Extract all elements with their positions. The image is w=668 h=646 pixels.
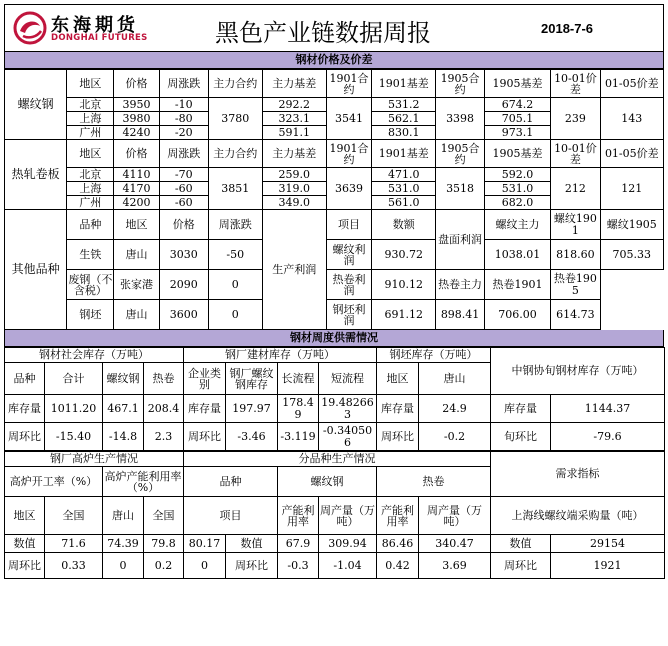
row-label: 库存量	[184, 395, 226, 423]
basis-cell: 531.2	[372, 98, 436, 112]
price-cell: 3030	[159, 240, 208, 270]
header-cell: 1901合约	[326, 70, 371, 98]
row-label: 周环比	[184, 423, 226, 451]
value-cell: 86.46	[377, 535, 419, 553]
furnace-util-label: 高炉产能利用率（%）	[103, 467, 184, 497]
value-cell: 1011.20	[45, 395, 103, 423]
basis-cell: 292.2	[262, 98, 326, 112]
basis-cell: 705.1	[484, 112, 551, 126]
header-cell: 主力合约	[208, 140, 262, 168]
section-title-supply-demand: 钢材周度供需情况	[4, 330, 664, 347]
header-cell: 热卷1901	[484, 270, 551, 300]
header-cell: 地区	[5, 497, 45, 535]
row-label: 周环比	[491, 553, 551, 579]
value-cell: 79.8	[144, 535, 184, 553]
header-cell: 螺纹主力	[484, 210, 551, 240]
value-cell: -0.340506	[319, 423, 377, 451]
spread-cell: 212	[551, 168, 600, 210]
header-cell: 地区	[67, 70, 114, 98]
hrc-label: 热轧卷板	[5, 140, 67, 210]
value-cell: 71.6	[45, 535, 103, 553]
product-cell: 钢坯	[67, 300, 114, 330]
contract-1905-cell: 3518	[436, 168, 484, 210]
region-cell: 上海	[67, 112, 114, 126]
value-cell: -79.6	[551, 423, 665, 451]
header-cell: 主力基差	[262, 70, 326, 98]
value-cell: -15.40	[45, 423, 103, 451]
hrc-header-row	[5, 140, 664, 168]
header-cell: 1901基差	[372, 140, 436, 168]
row-label: 周环比	[5, 423, 45, 451]
table-row	[5, 395, 665, 423]
profit-value-cell: 691.12	[372, 300, 436, 330]
value-cell: 0.2	[144, 553, 184, 579]
header-cell: 01-05价差	[600, 140, 663, 168]
value-cell: 197.97	[226, 395, 278, 423]
row-label: 周环比	[377, 423, 419, 451]
value-cell: 208.4	[144, 395, 184, 423]
billet-stock-title: 钢坯库存（万吨）	[377, 348, 491, 363]
value-cell: 0.33	[45, 553, 103, 579]
header-cell: 唐山	[419, 363, 491, 395]
change-cell: -10	[159, 98, 208, 112]
value-cell: 2.3	[144, 423, 184, 451]
production-profit-label: 生产利润	[262, 210, 326, 330]
product-cell: 废钢（不含税）	[67, 270, 114, 300]
price-cell: 4200	[114, 196, 159, 210]
row-label: 库存量	[377, 395, 419, 423]
rebar-header-row	[5, 70, 664, 98]
header-cell: 1905合约	[436, 70, 484, 98]
table-row	[5, 270, 664, 300]
header-cell: 热卷主力	[436, 270, 484, 300]
value-cell: 340.47	[419, 535, 491, 553]
table-row	[5, 452, 665, 467]
main-contract-cell: 3780	[208, 98, 262, 140]
profit-value-cell: 706.00	[484, 300, 551, 330]
basis-cell: 259.0	[262, 168, 326, 182]
furnace-rate-label: 高炉开工率（%）	[5, 467, 103, 497]
header-cell: 项目	[326, 210, 371, 240]
region-cell: 广州	[67, 126, 114, 140]
value-cell: -0.2	[419, 423, 491, 451]
header-cell: 周产量（万吨）	[419, 497, 491, 535]
value-cell: 67.9	[278, 535, 319, 553]
value-cell: 1144.37	[551, 395, 665, 423]
furnace-title: 钢厂高炉生产情况	[5, 452, 184, 467]
header-cell: 螺纹1901	[551, 210, 600, 240]
basis-cell: 562.1	[372, 112, 436, 126]
profit-value-cell: 705.33	[600, 240, 663, 270]
demand-title: 需求指标	[491, 452, 665, 497]
price-cell: 4240	[114, 126, 159, 140]
value-cell: 19.482663	[319, 395, 377, 423]
header-cell: 1905基差	[484, 70, 551, 98]
basis-cell: 830.1	[372, 126, 436, 140]
value-cell: 467.1	[103, 395, 144, 423]
change-cell: -60	[159, 196, 208, 210]
header-cell: 热卷1905	[551, 270, 600, 300]
header-cell: 周涨跌	[159, 140, 208, 168]
header-cell: 价格	[159, 210, 208, 240]
row-label: 旬环比	[491, 423, 551, 451]
table-row	[5, 423, 665, 451]
header-cell: 长流程	[278, 363, 319, 395]
table-row	[5, 168, 664, 182]
mill-stock-title: 钢厂建材库存（万吨）	[184, 348, 377, 363]
change-cell: -60	[159, 182, 208, 196]
value-cell: 74.39	[103, 535, 144, 553]
spot-profit-label: 盘面利润	[436, 210, 484, 270]
header-cell: 1901合约	[326, 140, 371, 168]
header-cell: 热卷	[144, 363, 184, 395]
region-cell: 唐山	[114, 240, 159, 270]
header-cell: 上海线螺纹端采购量（吨）	[491, 497, 665, 535]
basis-cell: 592.0	[484, 168, 551, 182]
change-cell: -20	[159, 126, 208, 140]
basis-cell: 531.0	[484, 182, 551, 196]
value-cell: 178.49	[278, 395, 319, 423]
header-cell: 地区	[67, 140, 114, 168]
report-header	[4, 4, 664, 52]
value-cell: -1.04	[319, 553, 377, 579]
row-label: 库存量	[491, 395, 551, 423]
profit-value-cell: 930.72	[372, 240, 436, 270]
price-cell: 3600	[159, 300, 208, 330]
header-cell: 1905基差	[484, 140, 551, 168]
header-cell: 1905合约	[436, 140, 484, 168]
contract-1905-cell: 3398	[436, 98, 484, 140]
price-cell: 4170	[114, 182, 159, 196]
profit-value-cell: 898.41	[436, 300, 484, 330]
social-stock-title: 钢材社会库存（万吨）	[5, 348, 184, 363]
rebar-label: 螺纹钢	[5, 70, 67, 140]
header-cell: 01-05价差	[600, 70, 663, 98]
change-cell: 0	[208, 300, 262, 330]
value-cell: -3.119	[278, 423, 319, 451]
value-cell: 309.94	[319, 535, 377, 553]
basis-cell: 319.0	[262, 182, 326, 196]
header-cell: 全国	[144, 497, 184, 535]
table-row	[5, 98, 664, 112]
value-cell: -0.3	[278, 553, 319, 579]
basis-cell: 471.0	[372, 168, 436, 182]
other-header-row	[5, 210, 664, 240]
header-cell: 10-01价差	[551, 140, 600, 168]
contract-1901-cell: 3541	[326, 98, 371, 140]
region-cell: 北京	[67, 98, 114, 112]
region-cell: 上海	[67, 182, 114, 196]
basis-cell: 682.0	[484, 196, 551, 210]
logo-english-name: DONGHAI FUTURES	[51, 33, 148, 43]
header-cell: 数额	[372, 210, 436, 240]
header-cell: 周产量（万吨）	[319, 497, 377, 535]
basis-cell: 531.0	[372, 182, 436, 196]
basis-cell: 973.1	[484, 126, 551, 140]
header-cell: 全国	[45, 497, 103, 535]
price-cell: 2090	[159, 270, 208, 300]
price-cell: 3950	[114, 98, 159, 112]
contract-1901-cell: 3639	[326, 168, 371, 210]
value-cell: 0.42	[377, 553, 419, 579]
basis-cell: 591.1	[262, 126, 326, 140]
report-date: 2018-7-6	[541, 21, 594, 36]
header-cell: 地区	[377, 363, 419, 395]
change-cell: -50	[208, 240, 262, 270]
region-cell: 北京	[67, 168, 114, 182]
value-cell: -3.46	[226, 423, 278, 451]
dragon-logo-icon	[13, 11, 47, 45]
header-cell: 周涨跌	[159, 70, 208, 98]
profit-value-cell: 818.60	[551, 240, 600, 270]
region-cell: 张家港	[114, 270, 159, 300]
value-cell: 29154	[551, 535, 665, 553]
price-cell: 3980	[114, 112, 159, 126]
table-row	[5, 300, 664, 330]
profit-item-cell: 螺纹利润	[326, 240, 371, 270]
header-cell: 唐山	[103, 497, 144, 535]
header-cell: 产能利用率	[377, 497, 419, 535]
header-cell: 热卷	[377, 467, 491, 497]
spread-cell: 143	[600, 98, 663, 140]
header-cell: 主力基差	[262, 140, 326, 168]
value-cell: 24.9	[419, 395, 491, 423]
value-cell: 0	[184, 553, 226, 579]
supply-demand-table-bottom	[4, 451, 665, 579]
change-cell: -70	[159, 168, 208, 182]
profit-value-cell: 614.73	[551, 300, 600, 330]
value-cell: 1921	[551, 553, 665, 579]
report-title: 黑色产业链数据周报	[215, 19, 431, 47]
header-cell: 品种	[67, 210, 114, 240]
header-cell: 钢厂螺纹钢库存	[226, 363, 278, 395]
price-cell: 4110	[114, 168, 159, 182]
product-title: 分品种生产情况	[184, 452, 491, 467]
header-cell: 项目	[184, 497, 278, 535]
spread-cell: 239	[551, 98, 600, 140]
value-cell: -14.8	[103, 423, 144, 451]
table-row	[5, 497, 665, 535]
header-cell: 螺纹钢	[278, 467, 377, 497]
header-cell: 企业类别	[184, 363, 226, 395]
table-row	[5, 553, 665, 579]
header-cell: 产能利用率	[278, 497, 319, 535]
donghai-logo	[13, 11, 161, 45]
basis-cell: 674.2	[484, 98, 551, 112]
profit-item-cell: 热卷利润	[326, 270, 371, 300]
table-row	[5, 535, 665, 553]
main-contract-cell: 3851	[208, 168, 262, 210]
change-cell: 0	[208, 270, 262, 300]
supply-demand-table-top	[4, 347, 665, 451]
basis-cell: 349.0	[262, 196, 326, 210]
header-cell: 10-01价差	[551, 70, 600, 98]
row-label: 数值	[226, 535, 278, 553]
row-label: 库存量	[5, 395, 45, 423]
header-cell: 地区	[114, 210, 159, 240]
profit-item-cell: 钢坯利润	[326, 300, 371, 330]
region-cell: 唐山	[114, 300, 159, 330]
spread-cell: 121	[600, 168, 663, 210]
value-cell: 0	[103, 553, 144, 579]
value-cell: 3.69	[419, 553, 491, 579]
header-cell: 螺纹1905	[600, 210, 663, 240]
header-cell: 品种	[184, 467, 278, 497]
row-label: 数值	[5, 535, 45, 553]
header-cell: 螺纹钢	[103, 363, 144, 395]
header-cell: 品种	[5, 363, 45, 395]
header-cell: 价格	[114, 140, 159, 168]
header-cell: 1901基差	[372, 70, 436, 98]
basis-cell: 561.0	[372, 196, 436, 210]
row-label: 周环比	[226, 553, 278, 579]
sec-head	[5, 348, 665, 363]
table-row	[5, 240, 664, 270]
other-label: 其他品种	[5, 210, 67, 330]
weekly-report	[4, 4, 664, 579]
logo-chinese-name: 东海期货	[51, 15, 139, 36]
row-label: 周环比	[5, 553, 45, 579]
row-label: 数值	[491, 535, 551, 553]
profit-value-cell: 1038.01	[484, 240, 551, 270]
price-table	[4, 69, 664, 330]
header-cell: 周涨跌	[208, 210, 262, 240]
basis-cell: 323.1	[262, 112, 326, 126]
change-cell: -80	[159, 112, 208, 126]
region-cell: 广州	[67, 196, 114, 210]
value-cell: 80.17	[184, 535, 226, 553]
header-cell: 价格	[114, 70, 159, 98]
cisa-stock-title: 中钢协旬钢材库存（万吨）	[491, 348, 665, 395]
product-cell: 生铁	[67, 240, 114, 270]
header-cell: 短流程	[319, 363, 377, 395]
header-cell: 合计	[45, 363, 103, 395]
header-cell: 主力合约	[208, 70, 262, 98]
profit-value-cell: 910.12	[372, 270, 436, 300]
section-title-prices: 钢材价格及价差	[4, 52, 664, 69]
